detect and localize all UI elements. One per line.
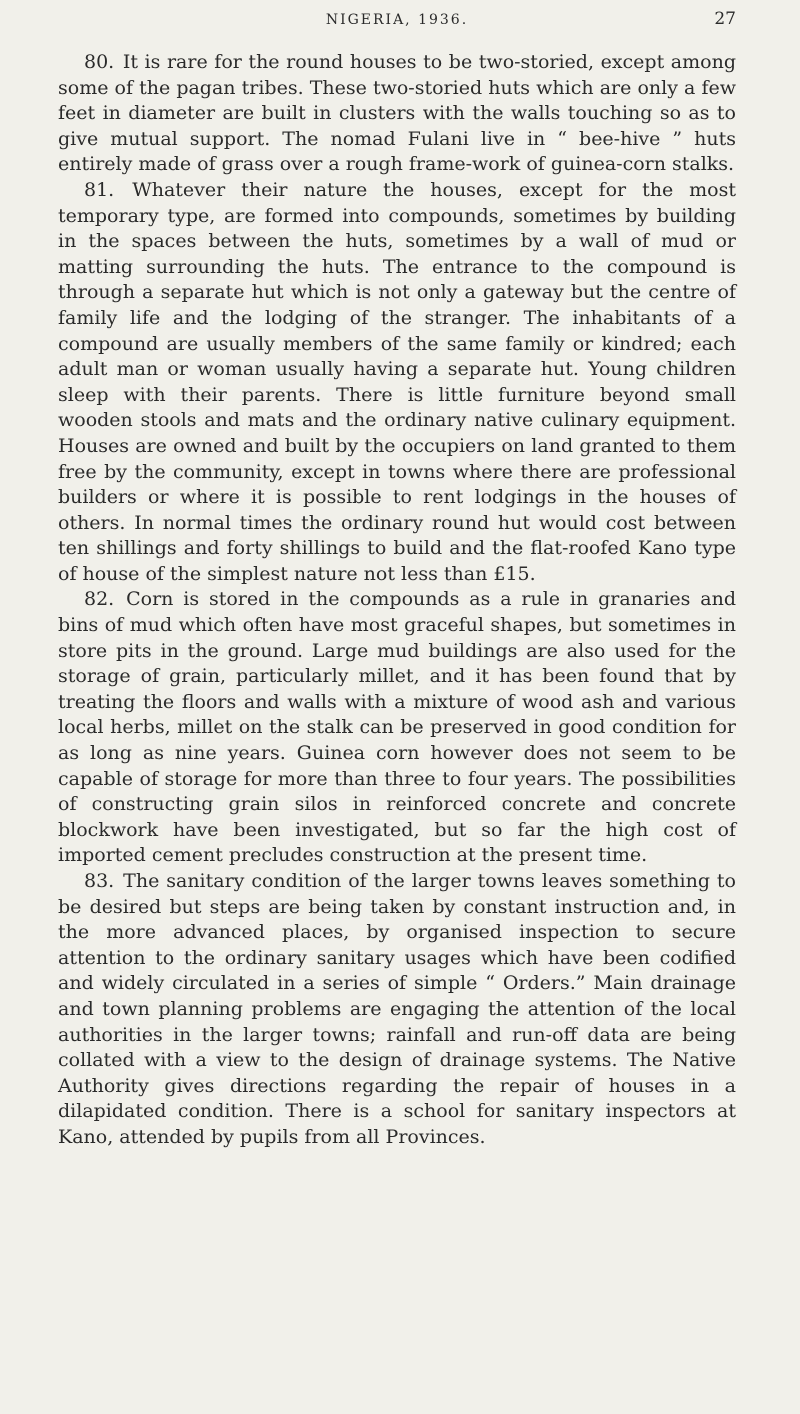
paragraph-82 — [58, 587, 736, 869]
paragraph-81 — [58, 178, 736, 588]
paragraph-80 — [58, 50, 736, 178]
paragraph-number: 80. — [84, 51, 115, 73]
paragraph-number: 83. — [84, 870, 115, 892]
paragraph-text: Corn is stored in the compounds as a rule in granaries and bins of mud which often have most graceful shapes, but sometimes in store pits in the ground. Large mud buildings are also used for the storage of grain, particularly millet, and it has been found that by treating the floors and walls with a mixture of wood ash and various local herbs, millet on the stalk can be preserved in good condition for as long as nine years. Guinea corn however does not seem to be capable of storage for more than three to four years. The possibilities of constructing grain silos in reinforced concrete and concrete blockwork have been investigated, but so far the high cost of imported cement precludes construction at the present time. — [58, 588, 736, 867]
paragraph-number: 82. — [84, 588, 115, 611]
running-header — [58, 0, 736, 40]
paragraph-text: It is rare for the round houses to be two-storied, except among some of the pagan tribes. These two-storied huts which are only a few feet in diameter are built in clusters with the walls touching so as to give mutual support. The nomad Fulani live in “ bee-hive ” huts entirely made of grass over a rough frame-work of guinea-corn stalks. — [58, 51, 736, 176]
paragraph-number: 81. — [84, 178, 115, 201]
running-title: NIGERIA, 1936. — [325, 12, 469, 28]
paragraph-83 — [58, 869, 736, 1151]
page-number: 27 — [714, 9, 736, 29]
paragraph-text: The sanitary condition of the larger towns leaves something to be desired but steps are being taken by constant instruction and, in the more advanced places, by organised inspection to secure attention to the ordinary sanitary usages which have been codified and widely circulated in a series of simple “ Orders.” Main drainage and town planning problems are engaging the attention of the local authorities in the larger towns; rainfall and run-off data are being collated with a view to the design of drainage systems. The Native Authority gives directions regarding the repair of houses in a dilapidated condition. There is a school for sanitary inspectors at Kano, attended by pupils from all Provinces. — [58, 870, 736, 1148]
paragraph-text: Whatever their nature the houses, except for the most temporary type, are formed into compounds, sometimes by building in the spaces between the huts, sometimes by a wall of mud or matting surrounding the huts. The entrance to the compound is through a separate hut which is not only a gateway but the centre of family life and the lodging of the stranger. The inhabitants of a compound are usually members of the same family or kindred; each adult man or woman usually having a separate hut. Young children sleep with their parents. There is little furniture beyond small wooden stools and mats and the ordinary native culinary equipment. Houses are owned and built by the occupiers on land granted to them free by the community, except in towns where there are professional builders or where it is possible to rent lodgings in the houses of others. In normal times the ordinary round hut would cost between ten shillings and forty shillings to build and the flat-roofed Kano type of house of the simplest nature not less than £15. — [58, 178, 737, 585]
body-text — [58, 50, 736, 1151]
